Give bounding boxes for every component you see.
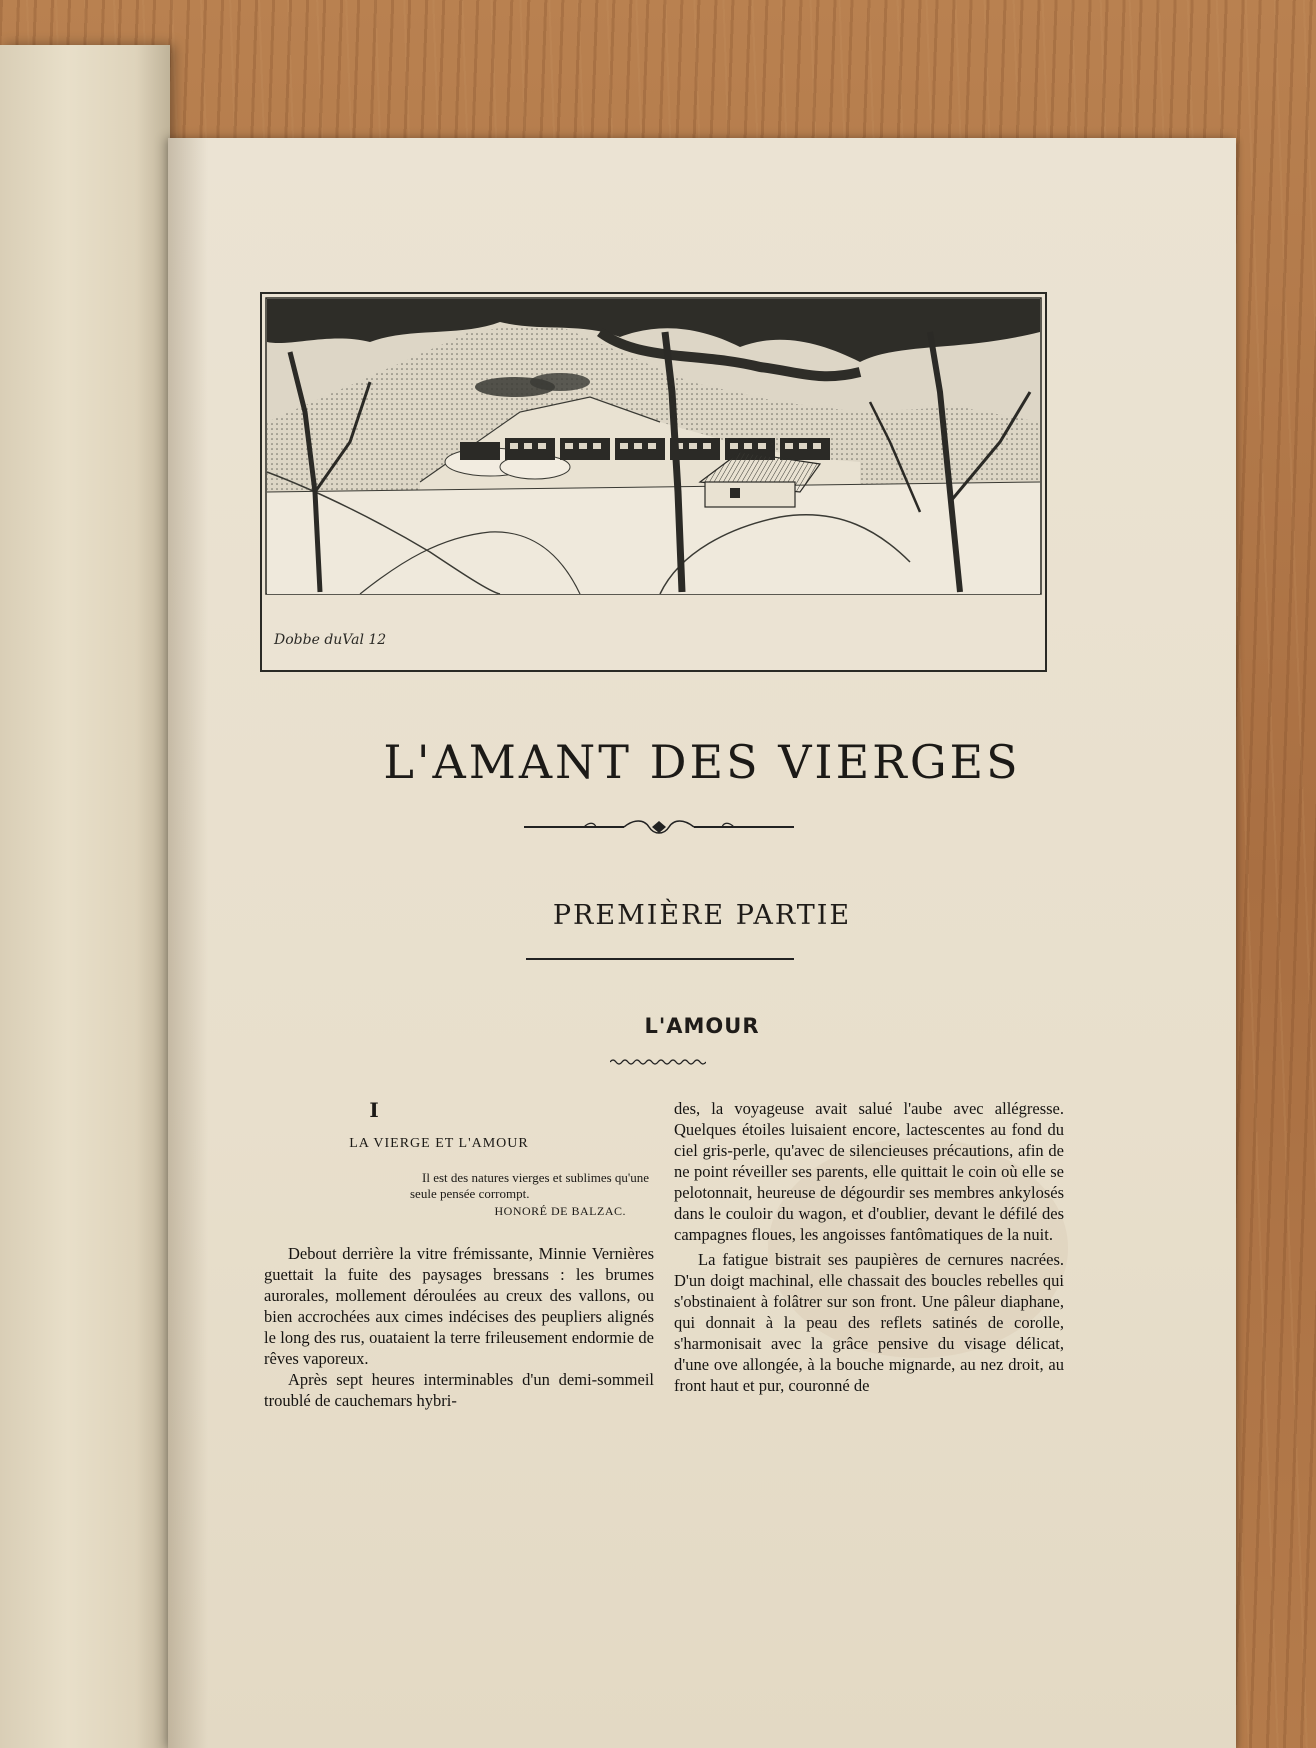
paragraph: La fatigue bistrait ses paupières de cernures nacrées. D'un doigt machinal, elle chassait des boucles rebelles qui s'obstinaient à folâtrer sur son front. Une pâleur diaphane, qui donnait à la peau des reflets satinés de corolle, s'harmonisait avec la grâce pensive du visage délicat, d'une ove allongée, à la bouche mignarde, au nez droit, au front haut et pur, couronné de bbox=[674, 1250, 1064, 1395]
chapter-heading: L'AMOUR bbox=[644, 1014, 760, 1038]
facing-page bbox=[0, 45, 170, 1748]
epigraph-author: HONORÉ DE BALZAC. bbox=[494, 1204, 626, 1218]
text-column-left bbox=[264, 1098, 654, 1411]
book-page bbox=[168, 138, 1236, 1748]
section-title: LA VIERGE ET L'AMOUR bbox=[349, 1136, 529, 1151]
section-number: I bbox=[369, 1098, 379, 1122]
train-landscape-illustration bbox=[260, 292, 1047, 672]
illustration-signature: Dobbe duVal 12 bbox=[274, 632, 387, 648]
chapter-wavy-rule bbox=[610, 1058, 706, 1066]
part-rule bbox=[526, 958, 794, 960]
paragraph: Debout derrière la vitre frémissante, Minnie Vernières guettait la fuite des paysages bressans : les brumes aurorales, mollement déroulées au creux des vallons, ou bien accrochées aux cimes indécises des peupliers alignés le long des rus, ouataient la terre frileusement endormie de rêves vaporeux. bbox=[264, 1244, 654, 1368]
epigraph: Il est des natures vierges et sublimes qu'une seule pensée corrompt. bbox=[410, 1170, 650, 1201]
page-gutter-shadow bbox=[168, 138, 208, 1748]
book-title: L'AMANT DES VIERGES bbox=[383, 735, 1021, 789]
paragraph: Après sept heures interminables d'un demi-sommeil troublé de cauchemars hybri- bbox=[264, 1370, 654, 1410]
paragraph: des, la voyageuse avait salué l'aube avec allégresse. Quelques étoiles luisaient encore, lactescentes au fond du ciel gris-perle, qu'avec de silencieuses précautions, afin de ne point réveiller ses parents, elle quittait le coin où elle se pelotonnait, heureuse de dégourdir ses membres ankylosés dans le couloir du wagon, et d'oublier, devant le défilé des campagnes floues, les angoisses fantômatiques de la nuit. bbox=[674, 1099, 1064, 1244]
part-heading: PREMIÈRE PARTIE bbox=[552, 900, 852, 931]
title-ornament bbox=[524, 816, 794, 838]
text-column-right bbox=[674, 1098, 1064, 1396]
